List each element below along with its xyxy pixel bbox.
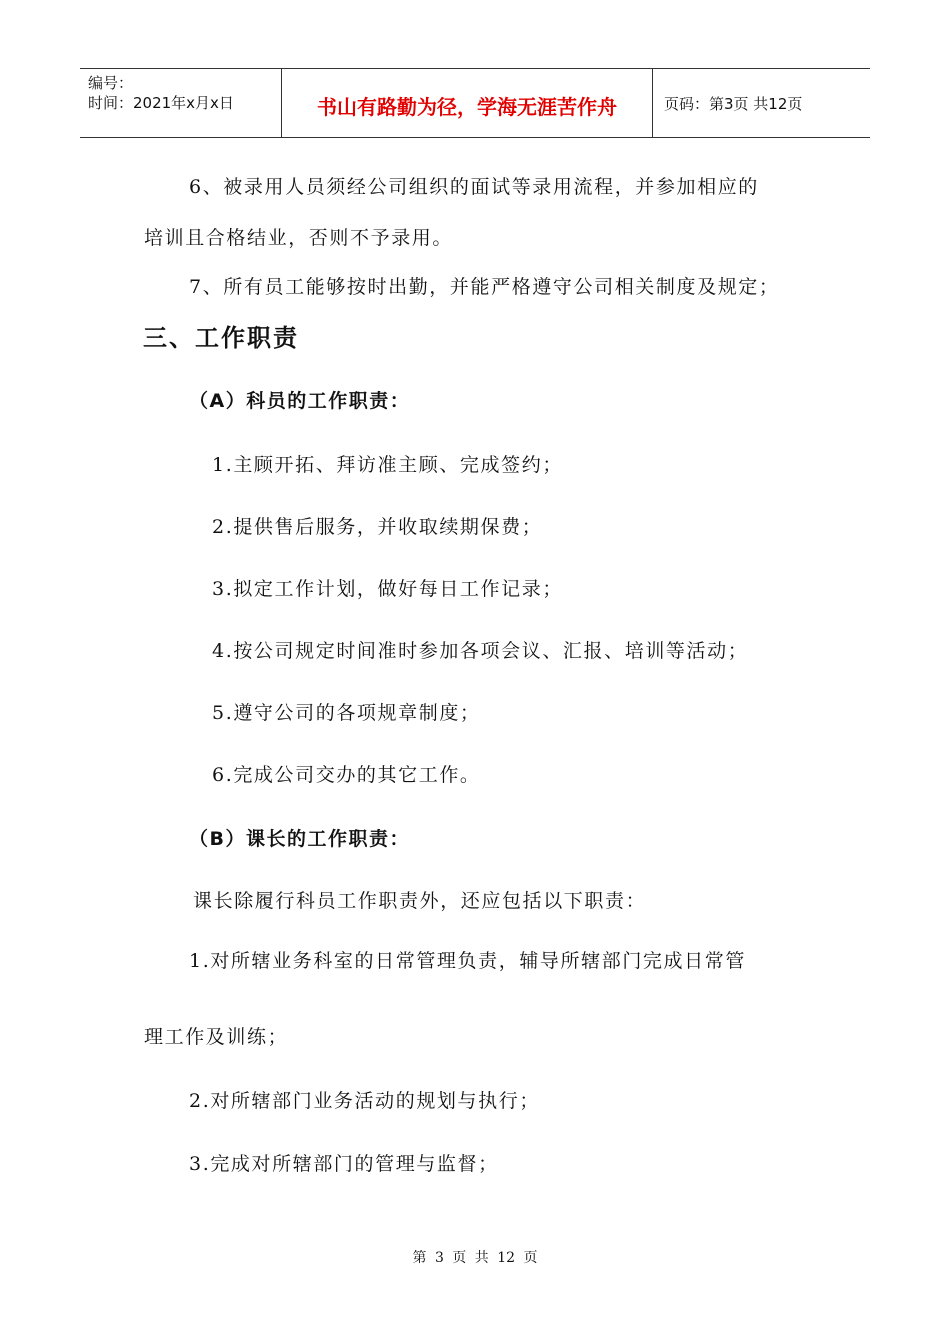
b-item-3: 3.完成对所辖部门的管理与监督； [189, 1153, 499, 1175]
section-title: 三、工作职责 [143, 324, 299, 352]
document-date-label: 时间：2021年x月x日 [88, 94, 234, 112]
b-item-1-line-1: 1.对所辖业务科室的日常管理负责，辅导所辖部门完成日常管 [189, 950, 746, 972]
list-item: 3.拟定工作计划，做好每日工作记录； [212, 578, 563, 600]
subsection-b-intro: 课长除履行科员工作职责外，还应包括以下职责： [193, 890, 647, 912]
list-item: 4.按公司规定时间准时参加各项会议、汇报、培训等活动； [212, 640, 749, 662]
paragraph-6-line-2: 培训且合格结业，否则不予录用。 [144, 227, 454, 249]
header-page-info: 页码：第3页 共12页 [664, 95, 803, 113]
paragraph-6-line-1: 6、被录用人员须经公司组织的面试等录用流程，并参加相应的 [189, 176, 759, 198]
list-item: 2.提供售后服务，并收取续期保费； [212, 516, 543, 538]
subsection-b-title: （B）课长的工作职责： [189, 828, 410, 850]
page-footer: 第 3 页 共 12 页 [412, 1250, 538, 1266]
list-item: 6.完成公司交办的其它工作。 [212, 764, 481, 786]
header-divider [652, 69, 653, 137]
header-motto: 书山有路勤为径，学海无涯苦作舟 [317, 95, 617, 119]
b-item-1-line-2: 理工作及训练； [144, 1026, 289, 1048]
document-number-label: 编号： [88, 74, 134, 92]
subsection-a-title: （A）科员的工作职责： [189, 390, 411, 412]
list-item: 1.主顾开拓、拜访准主顾、完成签约； [212, 454, 563, 476]
b-item-2: 2.对所辖部门业务活动的规划与执行； [189, 1090, 540, 1112]
list-item: 5.遵守公司的各项规章制度； [212, 702, 481, 724]
page-header-table [80, 68, 870, 138]
paragraph-7: 7、所有员工能够按时出勤，并能严格遵守公司相关制度及规定； [189, 276, 780, 298]
